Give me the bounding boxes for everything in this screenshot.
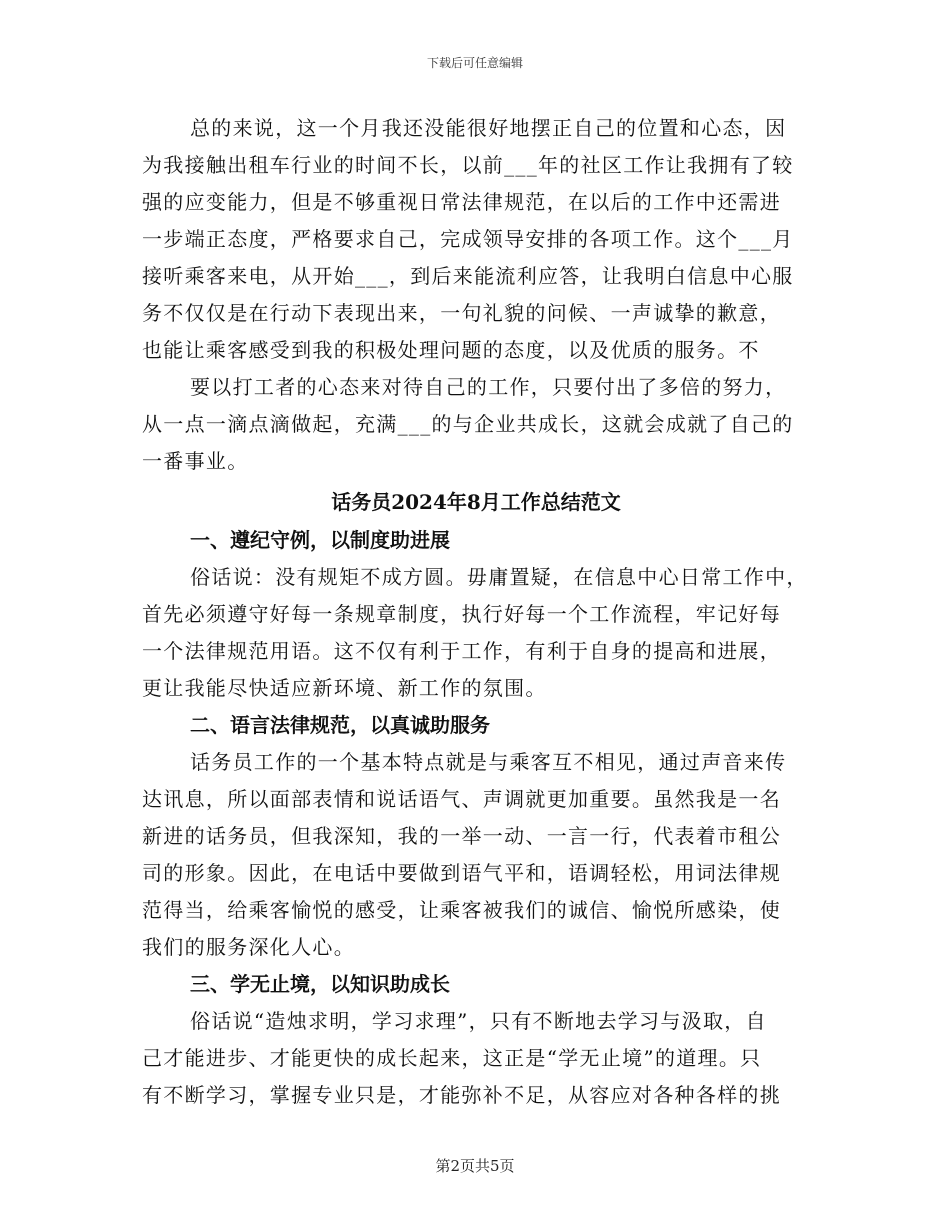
paragraph-line: 也能让乘客感受到我的积极处理问题的态度，以及优质的服务。不 <box>142 338 760 362</box>
paragraph-line: 更让我能尽快适应新环境、新工作的氛围。 <box>142 676 547 700</box>
paragraph-line: 司的形象。因此，在电话中要做到语气平和，语调轻松，用词法律规 <box>142 861 781 885</box>
paragraph-line: 新进的话务员，但我深知，我的一举一动、一言一行，代表着市租公 <box>142 824 781 848</box>
paragraph-line: 总的来说，这一个月我还没能很好地摆正自己的位置和心态，因 <box>190 116 787 140</box>
paragraph-line: 一个法律规范用语。这不仅有利于工作，有利于自身的提高和进展， <box>142 639 781 663</box>
paragraph-line: 一步端正态度，严格要求自己，完成领导安排的各项工作。这个___月 <box>142 227 794 251</box>
paragraph-line: 从一点一滴点滴做起，充满___的与企业共成长，这就会成就了自己的 <box>142 412 794 436</box>
paragraph-line: 强的应变能力，但是不够重视日常法律规范，在以后的工作中还需进 <box>142 190 781 214</box>
paragraph-line: 俗话说：没有规矩不成方圆。毋庸置疑，在信息中心日常工作中， <box>190 565 808 589</box>
paragraph-line: 范得当，给乘客愉悦的感受，让乘客被我们的诚信、愉悦所感染，使 <box>142 898 781 922</box>
paragraph-line: 一番事业。 <box>142 449 249 473</box>
paragraph-line: 话务员工作的一个基本特点就是与乘客互不相见，通过声音来传 <box>190 750 787 774</box>
paragraph-line: 我们的服务深化人心。 <box>142 935 355 959</box>
paragraph-line: 达讯息，所以面部表情和说话语气、声调就更加重要。虽然我是一名 <box>142 787 781 811</box>
paragraph-line: 要以打工者的心态来对待自己的工作，只要付出了多倍的努力， <box>190 375 787 399</box>
page-footer: 第2页共5页 <box>435 1157 515 1175</box>
paragraph-line: 己才能进步、才能更快的成长起来，这正是“学无止境”的道理。只 <box>142 1046 762 1070</box>
section-heading: 二、语言法律规范，以真诚助服务 <box>190 713 490 737</box>
paragraph-line: 首先必须遵守好每一条规章制度，执行好每一个工作流程，牢记好每 <box>142 602 781 626</box>
paragraph-line: 有不断学习，掌握专业只是，才能弥补不足，从容应对各种各样的挑 <box>142 1083 781 1107</box>
paragraph-line: 接听乘客来电，从开始___，到后来能流利应答，让我明白信息中心服 <box>142 264 794 288</box>
paragraph-line: 务不仅仅是在行动下表现出来，一句礼貌的问候、一声诚挚的歉意， <box>142 301 781 325</box>
paragraph-line: 为我接触出租车行业的时间不长，以前___年的社区工作让我拥有了较 <box>142 153 794 177</box>
paragraph-line: 俗话说“造烛求明，学习求理”，只有不断地去学习与汲取，自 <box>190 1009 767 1033</box>
page-header: 下载后可任意编辑 <box>426 56 523 70</box>
section-heading: 三、学无止境，以知识助成长 <box>190 972 450 996</box>
document-title: 话务员2024年8月工作总结范文 <box>331 490 621 514</box>
section-heading: 一、遵纪守例，以制度助进展 <box>190 528 450 552</box>
document-body <box>142 110 810 1114</box>
